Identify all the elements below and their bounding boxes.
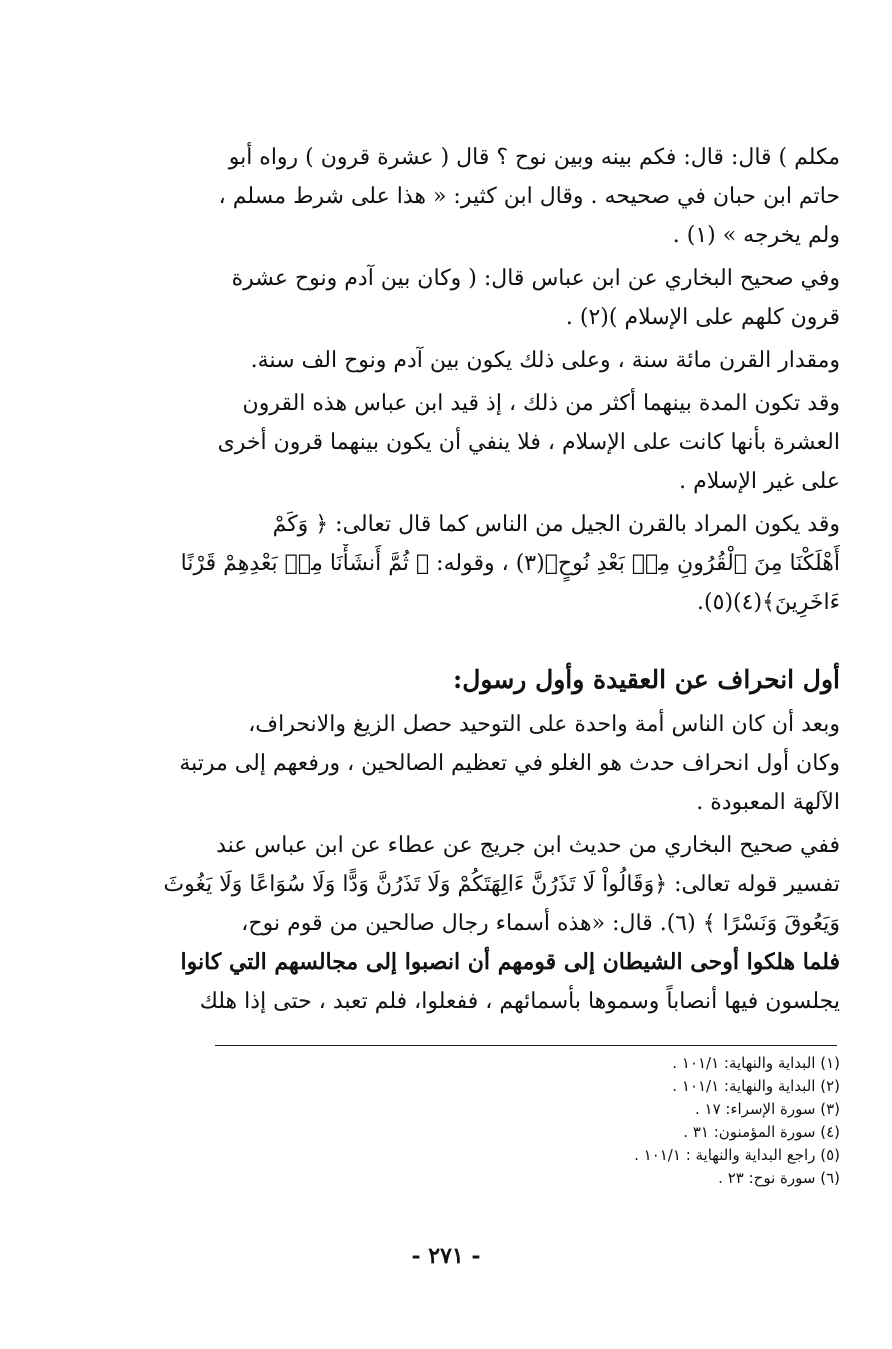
text-line: تفسير قوله تعالى: ﴿وَقَالُواْ لَا تَذَرُنَّ ءَالِهَتَكُمْ وَلَا تَذَرُنَّ وَدًّا وَلَا سُوَاعًا وَلَا يَغُوثَ (163, 872, 840, 897)
text-line: فلما هلكوا أوحى الشيطان إلى قومهم أن انصبوا إلى مجالسهم التي كانوا (180, 949, 840, 975)
main-text-block (100, 138, 840, 626)
text-line: العشرة بأنها كانت على الإسلام ، فلا ينفي أن يكون بينهما قرون أخرى (217, 430, 840, 455)
paragraph-6 (100, 705, 840, 822)
text-line: وقد تكون المدة بينهما أكثر من ذلك ، إذ قيد ابن عباس هذه القرون (242, 391, 840, 416)
text-line: ولم يخرجه » (١) . (672, 223, 840, 248)
footnote-5: (٥) راجع البداية والنهاية : ١٠١/١ . (634, 1146, 840, 1164)
text-line: مكلم ) قال: قال: فكم بينه وبين نوح ؟ قال ( عشرة قرون ) رواه أبو (228, 145, 840, 170)
paragraph-4 (100, 384, 840, 501)
footnote-4: (٤) سورة المؤمنون: ٣١ . (683, 1123, 840, 1141)
text-line: يجلسون فيها أنصاباً وسموها بأسمائهم ، ففعلوا، فلم تعبد ، حتى إذا هلك (199, 989, 840, 1014)
page-number: - ٢٧١ - (411, 1243, 481, 1269)
footnote-divider (215, 1045, 837, 1046)
paragraph-7 (100, 826, 840, 1021)
footnote-3: (٣) سورة الإسراء: ١٧ . (694, 1100, 840, 1118)
text-line: الآلهة المعبودة . (696, 790, 840, 815)
text-line: حاتم ابن حبان في صحيحه . وقال ابن كثير: « هذا على شرط مسلم ، (218, 184, 840, 209)
footnote-1: (١) البداية والنهاية: ١٠١/١ . (672, 1054, 840, 1072)
section-heading: أول انحراف عن العقيدة وأول رسول: (453, 665, 840, 694)
footnote-6: (٦) سورة نوح: ٢٣ . (718, 1169, 840, 1187)
text-line: ءَاخَرِينَ﴾(٤)(٥). (697, 590, 840, 615)
text-line: أَهْلَكْنَا مِنَ ٱلْقُرُونِ مِنۢ بَعْدِ نُوحٍ﴾(٣) ، وقوله: ﴿ ثُمَّ أَنشَأْنَا مِنۢ بَعْدِهِمْ قَرْنًا (180, 551, 840, 576)
text-line: ففي صحيح البخاري من حديث ابن جريج عن عطاء عن ابن عباس عند (216, 833, 840, 858)
second-text-block (100, 705, 840, 1025)
paragraph-3 (100, 341, 840, 380)
text-line: وفي صحيح البخاري عن ابن عباس قال: ( وكان بين آدم ونوح عشرة (231, 266, 840, 291)
text-line: وكان أول انحراف حدث هو الغلو في تعظيم الصالحين ، ورفعهم إلى مرتبة (179, 751, 840, 776)
paragraph-5 (100, 505, 840, 622)
text-line: قرون كلهم على الإسلام )(٢) . (565, 305, 840, 330)
paragraph-2 (100, 259, 840, 337)
footnote-2: (٢) البداية والنهاية: ١٠١/١ . (672, 1077, 840, 1095)
text-line: وَيَعُوقَ وَنَسْرًا ﴾ (٦). قال: «هذه أسماء رجال صالحين من قوم نوح، (241, 911, 840, 936)
text-line: على غير الإسلام . (679, 469, 840, 494)
text-line: وبعد أن كان الناس أمة واحدة على التوحيد حصل الزيغ والانحراف، (248, 712, 840, 737)
footnotes (100, 1052, 840, 1190)
paragraph-1 (100, 138, 840, 255)
text-line: وقد يكون المراد بالقرن الجيل من الناس كما قال تعالى: ﴿ وَكَمْ (272, 512, 840, 537)
text-line: ومقدار القرن مائة سنة ، وعلى ذلك يكون بين آدم ونوح الف سنة. (250, 348, 840, 373)
